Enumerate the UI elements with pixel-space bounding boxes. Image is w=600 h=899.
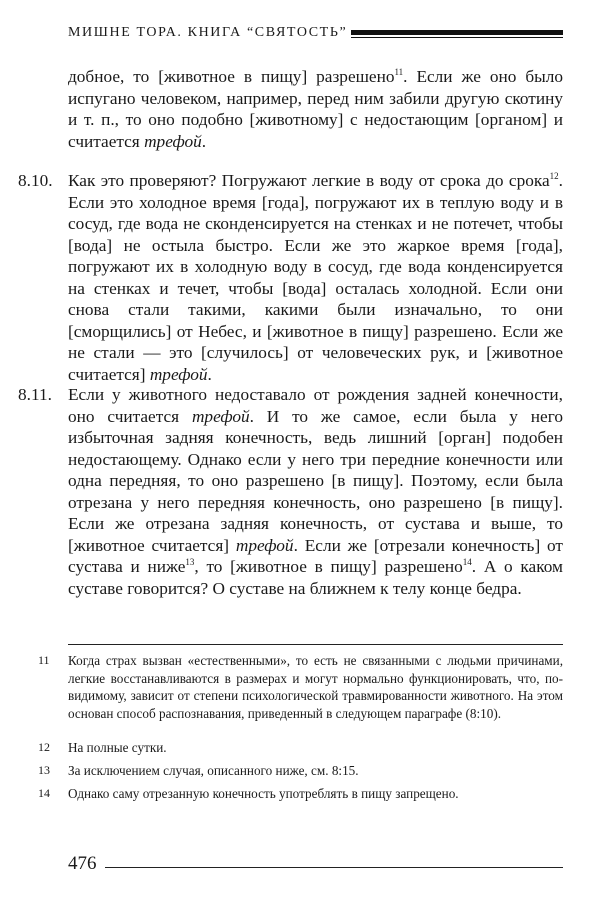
footnote-separator — [68, 644, 563, 645]
header-rule-thin — [351, 37, 563, 38]
paragraph-8-10: Как это проверяют? Погружают легкие в воду от срока до срока$^{12}$. Если это холодное время [года], погружают их в теплую воду и в сосуд, где вода не сконденсируется на стенках и не потечет, чтобы [вода] не остыла быстро. Если же это жаркое время [года], погружают их в холодную воду в сосуд, где вода конденсируется на стенках и течет, чтобы [вода] осталась холодной. Если они снова стали такими, какими были изначально, то они [сморщились] от Небес, и [животное в пищу] разрешено. Если же не стали — это [случилось] от человеческих рук, и [животное считается] трефой. — [68, 171, 563, 384]
paragraph-8-11: Если у животного недоставало от рождения задней конечности, оно считается трефой. И то же самое, если была у него избыточная задняя конечность, ведь лишний [орган] подобен недостающему. Однако если у него три передние конечности или одна передняя, то оно разрешено [в пищу]. Поэтому, если была отрезана у него передняя конечность, оно разрешено [в пищу]. Если же отрезана задняя конечность, от сустава и выше, то [животное считается] трефой. Если же [отрезали конечность] от сустава и ниже$^{13}$, то [животное в пищу] разрешено$^{14}$. А о каком суставе говорится? О суставе на ближнем к телу конце бедра. — [68, 385, 563, 598]
italic-term: трефой — [235, 535, 294, 555]
running-title: МИШНЕ ТОРА. КНИГА “СВЯТОСТЬ” — [68, 25, 348, 40]
footnote-number: 14 — [38, 786, 50, 800]
footnote-ref: 12 — [549, 171, 559, 182]
footnote-14: Однако саму отрезанную конечность употреблять в пищу запрещено. — [68, 786, 459, 801]
footnote-ref: 13 — [185, 557, 195, 568]
footnote-number: 11 — [38, 653, 50, 667]
paragraph-number: 8.11. — [18, 385, 52, 404]
footnote-13: За исключением случая, описанного ниже, см. 8:15. — [68, 763, 359, 778]
italic-term: трефой — [191, 406, 250, 426]
footnote-12: На полные сутки. — [68, 740, 167, 755]
header-double-rule — [351, 30, 563, 38]
header-rule-thick — [351, 30, 563, 35]
footer-rule — [105, 867, 564, 868]
paragraph-continuation: добное, то [животное в пищу] разрешено$^{11}$. Если же оно было испугано человеком, например, перед ним забили другую скотину и т. п., то оно подобно [животному] с недостающим [органом] и считается трефой. — [68, 67, 563, 151]
footnote-number: 12 — [38, 740, 50, 754]
footnote-number: 13 — [38, 763, 50, 777]
footnote-ref: 14 — [462, 557, 472, 568]
italic-term: трефой — [149, 364, 208, 384]
running-header — [68, 24, 563, 42]
paragraph-number: 8.10. — [18, 171, 53, 190]
italic-term: трефой — [144, 131, 202, 151]
page-number: 476 — [68, 853, 97, 874]
page-footer — [68, 852, 563, 876]
footnote-ref: 11 — [394, 67, 404, 78]
footnote-11: Когда страх вызван «естественными», то есть не связанными с людьми причинами, легкие восстанавливаются в размерах и могут нормально функционировать, что, по-видимому, зависит от степени психологической травмированности животного. На этом основан способ распознавания, приведенный в следующем параграфе (8:10). — [68, 653, 563, 721]
